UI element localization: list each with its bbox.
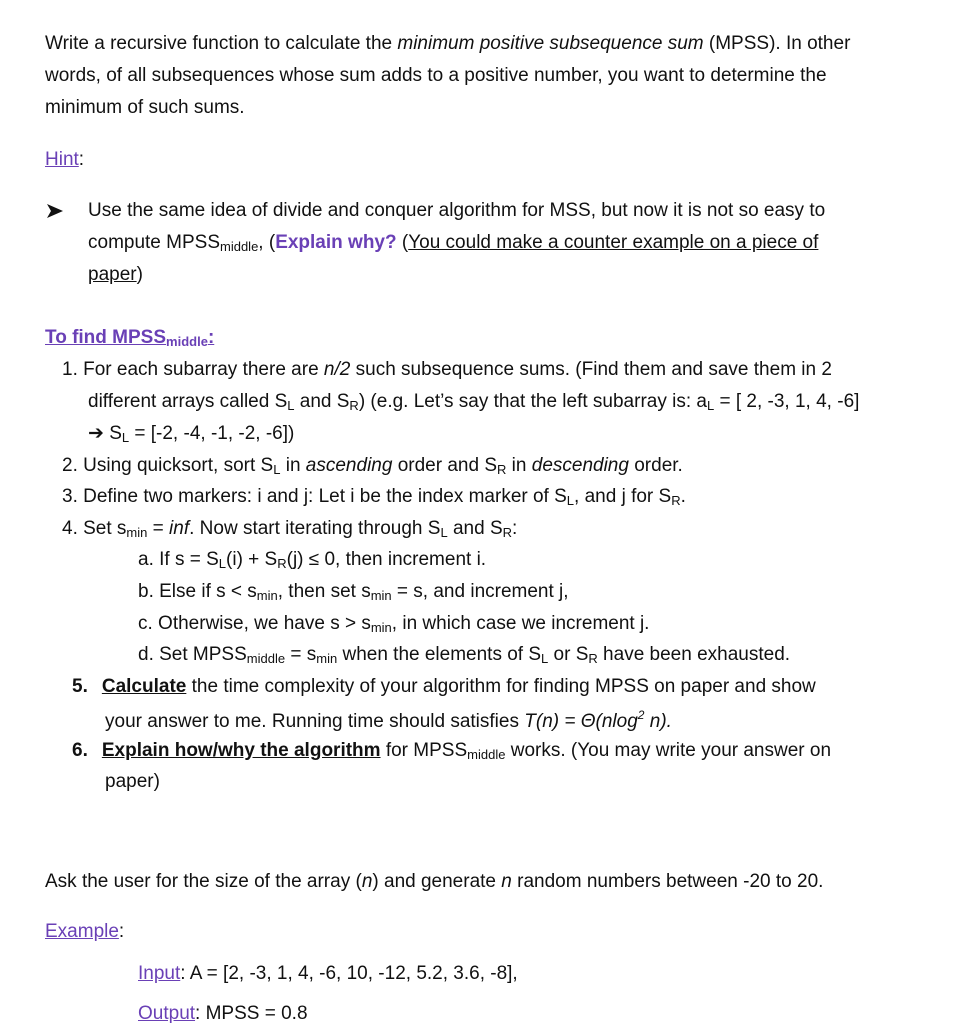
hint-bullet-line-1: Use the same idea of divide and conquer algorithm for MSS, but now it is not so easy to <box>88 200 826 221</box>
find-heading[interactable]: To find MPSSmiddle: <box>45 327 215 349</box>
input-link[interactable]: Input <box>138 963 181 984</box>
hint-bullet-line-3: paper) <box>88 264 143 285</box>
paper-link[interactable]: paper <box>88 264 137 285</box>
example-link[interactable]: Example <box>45 921 119 942</box>
hint-bullet-line-2: compute $MPSS_{middle}$, (Explain why? (You could make a counter example on a piece of <box>88 232 819 254</box>
step-4: 4. Set $s_{min}$ = inf. Now start iterating through $S_L$ and $S_R$: <box>62 518 518 540</box>
example-input: Input: A = [2, -3, 1, 4, -6, 10, -12, 5.2, 3.6, -8], <box>138 963 518 984</box>
step-4a: a. If $s = S_L(i) + S_R(j) \le 0$, then increment i. <box>138 549 487 571</box>
step-5-line-2: your answer to me. Running time should satisfies T(n) = Θ(nlog$^2$ n). <box>105 708 672 732</box>
step-1-line-1: 1. For each subarray there are n/2 such subsequence sums. (Find them and save them in 2 <box>62 359 832 380</box>
calculate-link[interactable]: Calculate <box>101 676 187 697</box>
step-1-line-3: ➔ $S_L = [-2$, -4, -1, -2, -6]) <box>88 423 295 445</box>
hint-link[interactable]: Hint <box>45 149 79 170</box>
step-4b: b. Else if $s < s_{min}$, then set $s_{min} = s$, and increment j, <box>138 581 569 603</box>
step-2: 2. Using quicksort, sort $S_L$ in ascending order and $S_R$ in descending order. <box>62 455 683 477</box>
intro-line-3: minimum of such sums. <box>45 97 245 118</box>
ask-line: Ask the user for the size of the array (n) and generate n random numbers between -20 to 20. <box>45 871 824 892</box>
output-link[interactable]: Output <box>138 1003 196 1024</box>
intro-line-2: words, of all subsequences whose sum adds to a positive number, you want to determine the <box>45 65 827 86</box>
explain-why-text: Explain why? <box>275 232 397 253</box>
step-4d: d. Set $MPSS_{middle} = s_{min}$ when the elements of $S_L$ or $S_R$ have been exhausted. <box>138 644 791 666</box>
step-6-line-2: paper) <box>105 771 160 792</box>
step-5-line-1: 5. Calculate the time complexity of your algorithm for finding MPSS on paper and show <box>72 676 816 697</box>
intro-line-1: Write a recursive function to calculate the minimum positive subsequence sum (MPSS). In other <box>45 33 851 54</box>
hint-heading: Hint: <box>45 149 85 170</box>
arrowhead-bullet-icon <box>46 202 64 220</box>
counter-example-link[interactable]: You could make a counter example on a piece of <box>408 232 819 253</box>
example-output: Output: MPSS = 0.8 <box>138 1003 308 1024</box>
explain-how-link[interactable]: Explain how/why the algorithm <box>101 740 381 761</box>
step-6-line-1: 6. Explain how/why the algorithm for $MPSS_{middle}$ works. (You may write your answer on <box>72 740 832 762</box>
step-4c: c. Otherwise, we have $s > s_{min}$, in which case we increment j. <box>138 613 650 635</box>
example-heading: Example: <box>45 921 125 942</box>
step-1-line-2: different arrays called $S_L$ and $S_R$) (e.g. Let’s say that the left subarray is: $a_L$ = [ 2, -3, 1, 4, -6] <box>88 391 860 413</box>
step-3: 3. Define two markers: i and j: Let i be the index marker of $S_L$, and j for $S_R$. <box>62 486 686 508</box>
right-arrow-icon: ➔ <box>88 423 104 444</box>
